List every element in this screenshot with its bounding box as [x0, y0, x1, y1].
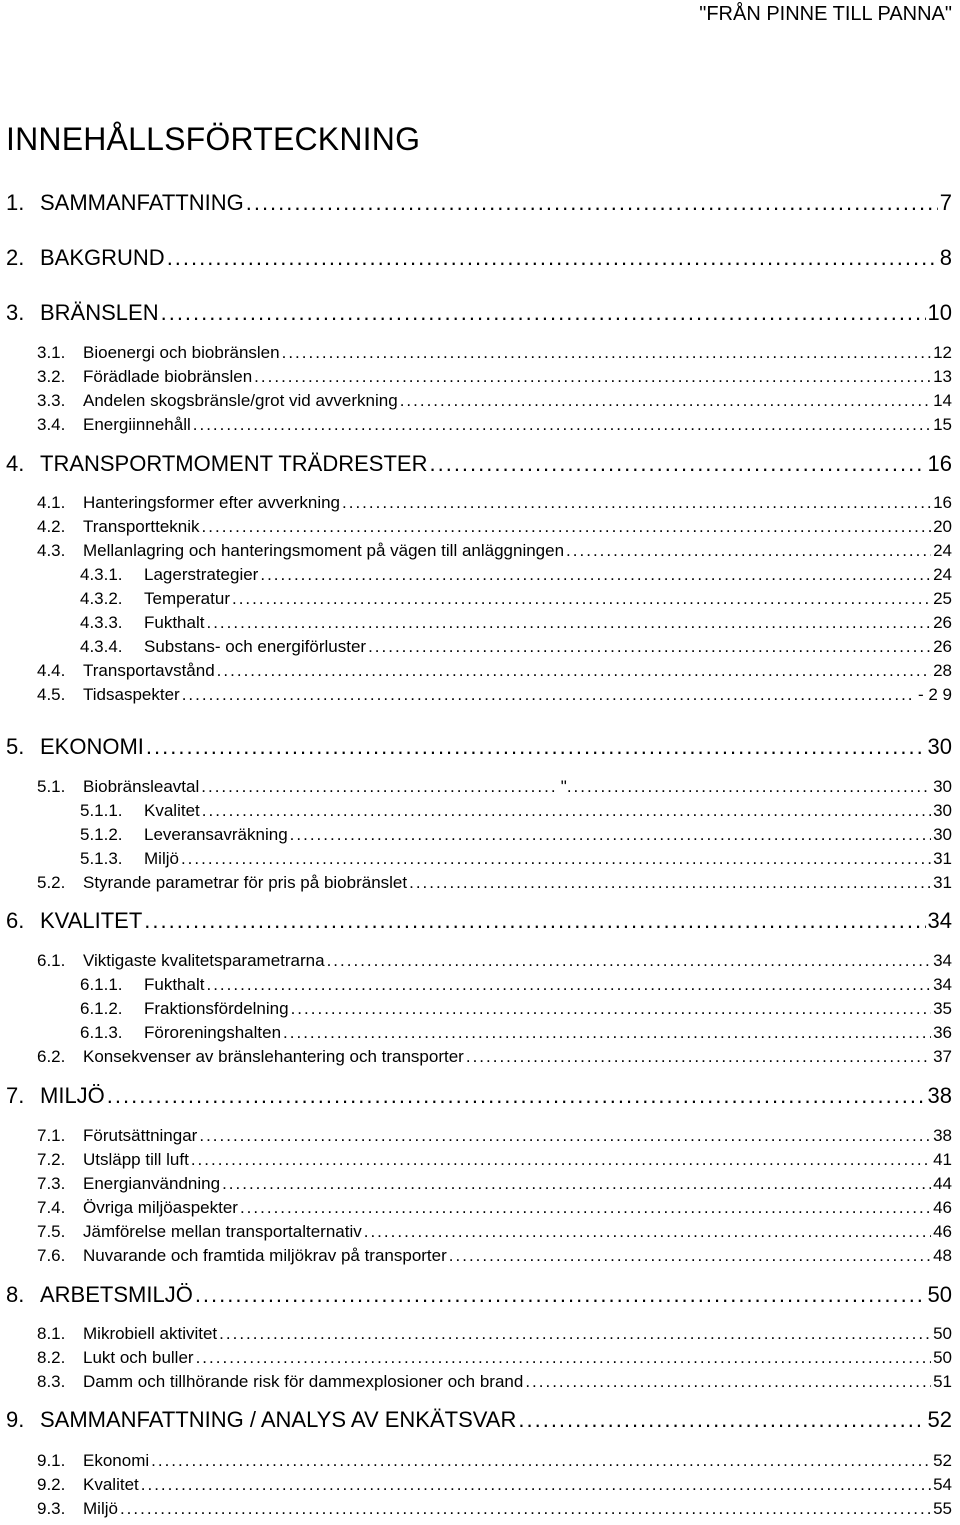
toc-section[interactable]	[0, 1150, 960, 1170]
toc-page-number: 41	[933, 1150, 952, 1169]
toc-page-number: 52	[933, 1451, 952, 1470]
toc-number: 4.3.4.	[80, 637, 123, 656]
toc-section[interactable]	[0, 1222, 960, 1242]
toc-number: 3.1.	[37, 343, 66, 362]
dot-leader	[282, 343, 931, 363]
dot-leader	[566, 541, 931, 561]
toc-title: Kvalitet	[144, 801, 200, 820]
dot-leader	[232, 589, 931, 609]
dot-leader	[240, 1198, 931, 1218]
toc-number: 6.1.2.	[80, 999, 123, 1018]
toc-page-number: 25	[933, 589, 952, 608]
toc-number: 9.2.	[37, 1475, 66, 1494]
toc-title: Lukt och buller	[83, 1348, 194, 1367]
dot-leader	[327, 951, 932, 971]
toc-number: 4.3.2.	[80, 589, 123, 608]
toc-subsection[interactable]	[0, 825, 960, 845]
toc-chapter[interactable]	[0, 190, 960, 216]
toc-title: Tidsaspekter	[83, 685, 180, 704]
toc-number: 1.	[6, 190, 25, 215]
toc-page-number: 12	[933, 343, 952, 362]
toc-number: 3.4.	[37, 415, 66, 434]
dot-leader	[429, 451, 925, 477]
dot-leader	[342, 493, 931, 513]
toc-page-number: 46	[933, 1222, 952, 1241]
toc-number: 3.2.	[37, 367, 66, 386]
toc-subsection[interactable]	[0, 637, 960, 657]
toc-page-number: 54	[933, 1475, 952, 1494]
dot-leader	[368, 637, 931, 657]
toc-section[interactable]	[0, 391, 960, 411]
toc-title: Temperatur	[144, 589, 230, 608]
toc-section[interactable]	[0, 1475, 960, 1495]
toc-section[interactable]	[0, 777, 960, 797]
toc-page-number: 46	[933, 1198, 952, 1217]
dot-leader	[182, 685, 916, 705]
toc-title: Fukthalt	[144, 975, 205, 994]
toc-title: Viktigaste kvalitetsparametrarna	[83, 951, 325, 970]
toc-page-number: 38	[933, 1126, 952, 1145]
toc-section[interactable]	[0, 1198, 960, 1218]
toc-chapter[interactable]	[0, 300, 960, 326]
toc-title: Lagerstrategier	[144, 565, 259, 584]
toc-title: Övriga miljöaspekter	[83, 1198, 238, 1217]
page-title: INNEHÅLLSFÖRTECKNING	[6, 121, 421, 157]
toc-number: 4.2.	[37, 517, 66, 536]
toc-number: 8.1.	[37, 1324, 66, 1343]
toc-number: 6.1.3.	[80, 1023, 123, 1042]
toc-page-number: 44	[933, 1174, 952, 1193]
toc-title: TRANSPORTMOMENT TRÄDRESTER	[40, 451, 428, 476]
toc-title: Fukthalt	[144, 613, 205, 632]
toc-section[interactable]	[0, 1126, 960, 1146]
toc-page-number: 16	[933, 493, 952, 512]
toc-title: Mellanlagring och hanteringsmoment på vägen till anläggningen	[83, 541, 565, 560]
toc-section[interactable]	[0, 343, 960, 363]
toc-number: 9.	[6, 1407, 25, 1432]
toc-page-number: 24	[933, 565, 952, 584]
toc-number: 7.2.	[37, 1150, 66, 1169]
toc-section[interactable]	[0, 1499, 960, 1519]
toc-title: Energiinnehåll	[83, 415, 191, 434]
toc-number: 3.	[6, 300, 25, 325]
toc-title: SAMMANFATTNING	[40, 190, 244, 215]
dot-leader	[167, 245, 938, 271]
toc-chapter[interactable]	[0, 1407, 960, 1433]
toc-section[interactable]	[0, 1451, 960, 1471]
toc-page-number: 36	[933, 1023, 952, 1042]
toc-number: 5.1.3.	[80, 849, 123, 868]
toc-title: MILJÖ	[40, 1083, 105, 1108]
toc-number: 4.3.	[37, 541, 66, 560]
dot-leader	[291, 999, 932, 1019]
toc-title: BAKGRUND	[40, 245, 165, 270]
dot-leader	[518, 1407, 925, 1433]
toc-number: 7.6.	[37, 1246, 66, 1265]
dot-leader	[195, 1282, 926, 1308]
toc-section[interactable]	[0, 1324, 960, 1344]
dot-leader	[222, 1174, 931, 1194]
toc-title: SAMMANFATTNING / ANALYS AV ENKÄTSVAR	[40, 1407, 517, 1432]
dot-leader	[525, 1372, 931, 1392]
toc-page-number: 38	[927, 1083, 952, 1108]
toc-number: 4.3.3.	[80, 613, 123, 632]
dot-leader	[254, 367, 931, 387]
toc-number: 5.2.	[37, 873, 66, 892]
toc-mark: ".	[560, 777, 572, 796]
toc-number: 4.5.	[37, 685, 66, 704]
toc-title: ARBETSMILJÖ	[40, 1282, 193, 1307]
toc-chapter[interactable]	[0, 734, 960, 760]
dot-leader	[196, 1348, 932, 1368]
dot-leader	[202, 801, 931, 821]
toc-title: Transportavstånd	[83, 661, 215, 680]
toc-number: 3.3.	[37, 391, 66, 410]
toc-page-number: 14	[933, 391, 952, 410]
toc-title: BRÄNSLEN	[40, 300, 159, 325]
toc-page-number: 34	[933, 975, 952, 994]
toc-number: 7.3.	[37, 1174, 66, 1193]
toc-title: Kvalitet	[83, 1475, 139, 1494]
toc-section[interactable]	[0, 493, 960, 513]
toc-number: 7.4.	[37, 1198, 66, 1217]
toc-title: Biobränsleavtal	[83, 777, 200, 796]
toc-page-number: 26	[933, 613, 952, 632]
dot-leader	[364, 1222, 931, 1242]
toc-title: Andelen skogsbränsle/grot vid avverkning	[83, 391, 398, 410]
dot-leader	[217, 661, 931, 681]
toc-section[interactable]	[0, 415, 960, 435]
dot-leader	[400, 391, 931, 411]
toc-title: Bioenergi och biobränslen	[83, 343, 280, 362]
dot-leader	[141, 1475, 931, 1495]
dot-leader	[146, 734, 926, 760]
toc-number: 7.5.	[37, 1222, 66, 1241]
dot-leader	[201, 777, 559, 797]
toc-section[interactable]	[0, 1246, 960, 1266]
toc-subsection[interactable]	[0, 589, 960, 609]
toc-number: 6.1.1.	[80, 975, 123, 994]
dot-leader	[574, 777, 932, 797]
toc-section[interactable]	[0, 661, 960, 681]
dot-leader	[260, 565, 931, 585]
toc-number: 2.	[6, 245, 25, 270]
toc-title: Mikrobiell aktivitet	[83, 1324, 218, 1343]
toc-chapter[interactable]	[0, 1282, 960, 1308]
dot-leader	[290, 825, 931, 845]
toc-page-number: 30	[933, 801, 952, 820]
toc-subsection[interactable]	[0, 565, 960, 585]
toc-page-number: 34	[927, 908, 952, 933]
toc-number: 8.	[6, 1282, 25, 1307]
dot-leader	[107, 1083, 926, 1109]
toc-page-number: 24	[933, 541, 952, 560]
toc-number: 5.1.2.	[80, 825, 123, 844]
toc-page-number: 8	[939, 245, 952, 270]
toc-title: Nuvarande och framtida miljökrav på transporter	[83, 1246, 447, 1265]
toc-chapter[interactable]	[0, 1083, 960, 1109]
toc-page-number: 37	[933, 1047, 952, 1066]
toc-section[interactable]	[0, 1372, 960, 1392]
toc-page-number: 50	[933, 1324, 952, 1343]
toc-page-number: 10	[927, 300, 952, 325]
toc-section[interactable]	[0, 1348, 960, 1368]
toc-number: 6.2.	[37, 1047, 66, 1066]
dot-leader	[120, 1499, 931, 1519]
toc-page-number: 51	[933, 1372, 952, 1391]
dot-leader	[246, 190, 938, 216]
dot-leader	[199, 1126, 931, 1146]
toc-title: Konsekvenser av bränslehantering och transporter	[83, 1047, 464, 1066]
toc-section[interactable]	[0, 1174, 960, 1194]
toc-number: 6.1.	[37, 951, 66, 970]
toc-page-number: 31	[933, 849, 952, 868]
toc-title: Förädlade biobränslen	[83, 367, 253, 386]
toc-page-number: 50	[933, 1348, 952, 1367]
toc-page-number: 16	[927, 451, 952, 476]
toc-number: 5.	[6, 734, 25, 759]
dot-leader	[193, 415, 931, 435]
toc-title: Utsläpp till luft	[83, 1150, 189, 1169]
dot-leader	[181, 849, 931, 869]
toc-page-number: 20	[933, 517, 952, 536]
toc-title: Miljö	[144, 849, 179, 868]
toc-subsection[interactable]	[0, 1023, 960, 1043]
toc-page-number: 15	[933, 415, 952, 434]
toc-page-number: 48	[933, 1246, 952, 1265]
toc-page-number: 50	[927, 1282, 952, 1307]
toc-title: Fraktionsfördelning	[144, 999, 289, 1018]
toc-number: 4.3.1.	[80, 565, 123, 584]
toc-page-number: 35	[933, 999, 952, 1018]
toc-title: Styrande parametrar för pris på biobränslet	[83, 873, 408, 892]
toc-section[interactable]	[0, 873, 960, 893]
toc-page-number: 28	[933, 661, 952, 680]
dot-leader	[191, 1150, 931, 1170]
toc-number: 7.	[6, 1083, 25, 1108]
toc-section[interactable]	[0, 951, 960, 971]
toc-title: Damm och tillhörande risk för dammexplosioner och brand	[83, 1372, 524, 1391]
dot-leader	[409, 873, 931, 893]
toc-title: Leveransavräkning	[144, 825, 288, 844]
toc-page-number: 30	[933, 825, 952, 844]
toc-subsection[interactable]	[0, 999, 960, 1019]
dot-leader	[161, 300, 926, 326]
toc-number: 9.3.	[37, 1499, 66, 1518]
toc-title: KVALITET	[40, 908, 143, 933]
toc-title: Substans- och energiförluster	[144, 637, 367, 656]
toc-subsection[interactable]	[0, 975, 960, 995]
dot-leader	[466, 1047, 931, 1067]
toc-page-number: 26	[933, 637, 952, 656]
toc-subsection[interactable]	[0, 849, 960, 869]
toc-title: Ekonomi	[83, 1451, 150, 1470]
running-header: "FRÅN PINNE TILL PANNA"	[699, 3, 952, 25]
toc-chapter[interactable]	[0, 245, 960, 271]
toc-chapter[interactable]	[0, 908, 960, 934]
toc-number: 4.1.	[37, 493, 66, 512]
dot-leader	[219, 1324, 931, 1344]
toc-number: 8.2.	[37, 1348, 66, 1367]
toc-page-number: 30	[933, 777, 952, 796]
toc-number: 4.	[6, 451, 25, 476]
toc-page-number: 13	[933, 367, 952, 386]
toc-page-number: - 2 9	[917, 685, 952, 704]
toc-title: EKONOMI	[40, 734, 144, 759]
toc-page-number: 52	[927, 1407, 952, 1432]
toc-title: Förutsättningar	[83, 1126, 198, 1145]
dot-leader	[151, 1451, 931, 1471]
dot-leader	[202, 517, 932, 537]
toc-section[interactable]	[0, 541, 960, 561]
toc-number: 7.1.	[37, 1126, 66, 1145]
dot-leader	[206, 975, 931, 995]
toc-section[interactable]	[0, 367, 960, 387]
toc-title: Föroreningshalten	[144, 1023, 282, 1042]
toc-number: 9.1.	[37, 1451, 66, 1470]
toc-title: Energianvändning	[83, 1174, 221, 1193]
toc-title: Miljö	[83, 1499, 118, 1518]
toc-section[interactable]	[0, 517, 960, 537]
toc-number: 4.4.	[37, 661, 66, 680]
toc-section[interactable]	[0, 1047, 960, 1067]
toc-subsection[interactable]	[0, 613, 960, 633]
toc-page-number: 34	[933, 951, 952, 970]
toc-title: Hanteringsformer efter avverkning	[83, 493, 341, 512]
toc-chapter[interactable]	[0, 451, 960, 477]
dot-leader	[449, 1246, 931, 1266]
dot-leader	[144, 908, 925, 934]
toc-number: 5.1.1.	[80, 801, 123, 820]
toc-number: 6.	[6, 908, 25, 933]
toc-section[interactable]	[0, 685, 960, 705]
toc-number: 8.3.	[37, 1372, 66, 1391]
toc-page-number: 31	[933, 873, 952, 892]
toc-subsection[interactable]	[0, 801, 960, 821]
dot-leader	[206, 613, 931, 633]
toc-number: 5.1.	[37, 777, 66, 796]
toc-page-number: 30	[927, 734, 952, 759]
toc-title: Transportteknik	[83, 517, 200, 536]
toc-title: Jämförelse mellan transportalternativ	[83, 1222, 362, 1241]
dot-leader	[283, 1023, 931, 1043]
toc-page-number: 7	[939, 190, 952, 215]
toc-page-number: 55	[933, 1499, 952, 1518]
